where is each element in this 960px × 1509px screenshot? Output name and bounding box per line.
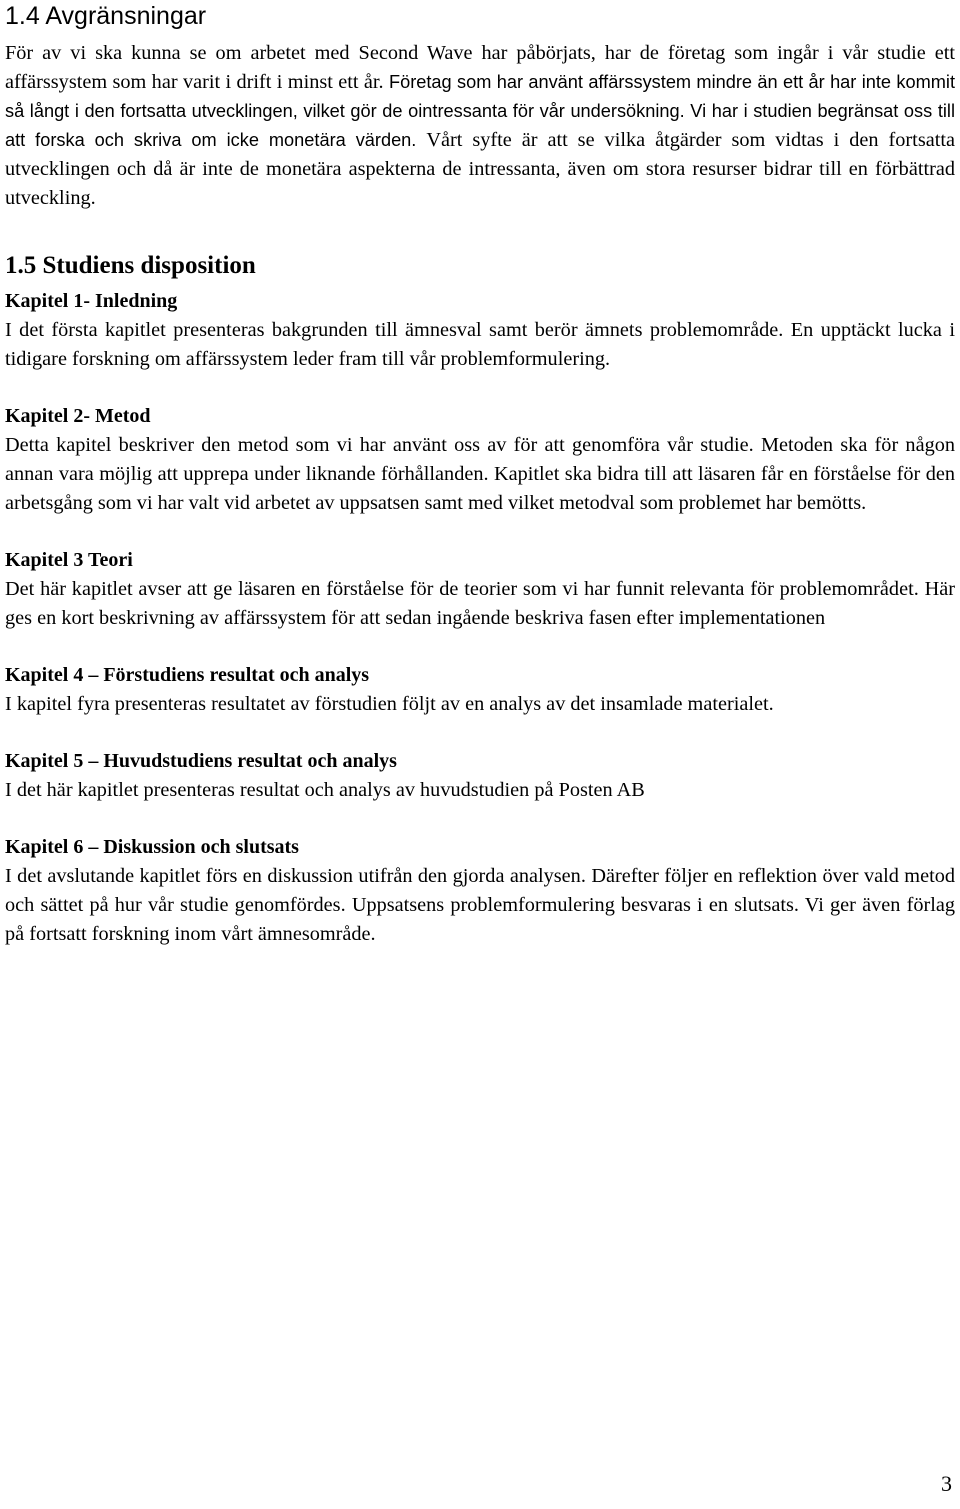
avgransningar-text-serif-1: För av vi ska kunna se om arbetet med Second Wave har påbörjats, har de företag som ingår i vår studie ett affärssystem som har varit i drift i minst ett år. <box>5 42 955 93</box>
document-page <box>5 0 955 949</box>
chapter-6-title: Kapitel 6 – Diskussion och slutsats <box>5 836 299 858</box>
chapter-4-text: I kapitel fyra presenteras resultatet av förstudien följt av en analys av det insamlade materialet. <box>5 693 774 715</box>
chapter-5-title: Kapitel 5 – Huvudstudiens resultat och analys <box>5 750 397 772</box>
chapter-3-block <box>5 546 955 633</box>
chapter-1-title: Kapitel 1- Inledning <box>5 290 178 312</box>
chapter-4-block <box>5 661 955 719</box>
chapter-1-text: I det första kapitlet presenteras bakgrunden till ämnesval samt berör ämnets problemområde. En upptäckt lucka i tidigare forskning om affärssystem leder fram till vår problemformulering. <box>5 319 955 370</box>
chapter-3-title: Kapitel 3 Teori <box>5 549 133 571</box>
chapter-4-title: Kapitel 4 – Förstudiens resultat och analys <box>5 664 370 686</box>
avgransningar-text-sans: Företag som har använt affärssystem mindre än ett år har inte kommit så långt i den fortsatta utvecklingen, vilket gör de ointressanta för vår undersökning. Vi har i studien begränsat oss till att forska och skriva om icke monetära värden. <box>5 72 955 150</box>
chapter-2-text: Detta kapitel beskriver den metod som vi har använt oss av för att genomföra vår studie. Metoden ska för någon annan vara möjlig att upprepa under liknande förhållanden. Kapitlet ska bidra till att läsaren får en förståelse för den arbetsgång som vi har valt vid arbetet av uppsatsen samt med vilket metodval som problemet har bemötts. <box>5 434 955 514</box>
chapter-6-text: I det avslutande kapitlet förs en diskussion utifrån den gjorda analysen. Därefter följer en reflektion över vald metod och sättet på hur vår studie genomfördes. Uppsatsens problemformulering besvaras i en slutsats. Vi ger även förlag på fortsatt forskning inom vårt ämnesområde. <box>5 865 955 945</box>
avgransningar-paragraph <box>5 39 955 213</box>
chapter-2-block <box>5 402 955 518</box>
chapter-3-text: Det här kapitlet avser att ge läsaren en förståelse för de teorier som vi har funnit relevanta för problemområdet. Här ges en kort beskrivning av affärssystem för att sedan ingående beskriva fasen efter implementationen <box>5 578 955 629</box>
avgransningar-text-serif-2: Vårt syfte är att se vilka åtgärder som vidtas i den fortsatta utvecklingen och då är inte de monetära aspekterna de intressanta, även om stora resurser bidrar till en förbättrad utveckling. <box>5 129 955 209</box>
chapter-5-block <box>5 747 955 805</box>
chapter-6-block <box>5 833 955 949</box>
chapter-2-title: Kapitel 2- Metod <box>5 405 151 427</box>
chapter-1-block <box>5 287 955 374</box>
page-number: 3 <box>941 1471 952 1496</box>
chapter-5-text: I det här kapitlet presenteras resultat och analys av huvudstudien på Posten AB <box>5 779 645 801</box>
section-heading-avgransningar: 1.4 Avgränsningar <box>5 2 207 30</box>
section-heading-disposition: 1.5 Studiens disposition <box>5 252 256 279</box>
